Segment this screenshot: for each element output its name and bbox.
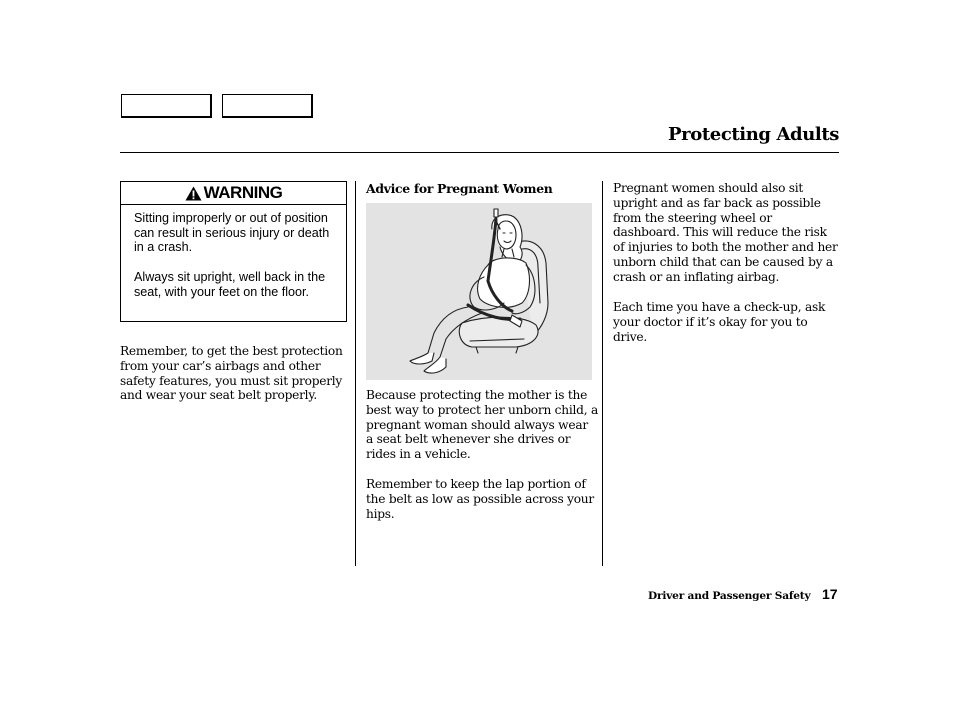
column2-paragraph-1: Because protecting the mother is the best way to protect her unborn child, a pregnant woman should always wear a seat belt whenever she drives or rides in a vehicle.: [366, 388, 598, 462]
page-number: 17: [822, 586, 838, 602]
column2-paragraph-2: Remember to keep the lap portion of the belt as low as possible across your hips.: [366, 477, 594, 521]
warning-box: [120, 181, 347, 322]
column-divider-1: [355, 181, 356, 566]
column-divider-2: [602, 181, 603, 566]
warning-text-2: Always sit upright, well back in the seat, with your feet on the floor.: [134, 270, 326, 299]
column3-paragraph-1: Pregnant women should also sit upright and as far back as possible from the steering wheel or dashboard. This will reduce the risk of injuries to both the mother and her unborn child that can be caused by a crash or an inflating airbag.: [613, 181, 838, 284]
nav-button-1[interactable]: [121, 94, 212, 118]
column1-paragraph-1: Remember, to get the best protection from your car’s airbags and other safety features, you must sit properly and wear your seat belt properly.: [120, 344, 343, 403]
warning-label: WARNING: [203, 183, 283, 202]
page-title: Protecting Adults: [668, 124, 839, 145]
warning-text-1: Sitting improperly or out of position can result in serious injury or death in a crash.: [134, 211, 330, 255]
footer-section-title: Driver and Passenger Safety: [648, 590, 811, 602]
warning-triangle-icon: [185, 186, 202, 201]
nav-button-2[interactable]: [222, 94, 313, 118]
section-heading: Advice for Pregnant Women: [366, 181, 553, 196]
pregnant-woman-seatbelt-illustration: [366, 203, 592, 380]
title-divider: [120, 152, 839, 153]
column3-paragraph-2: Each time you have a check-up, ask your doctor if it’s okay for you to drive.: [613, 300, 826, 344]
warning-header: [121, 182, 346, 205]
